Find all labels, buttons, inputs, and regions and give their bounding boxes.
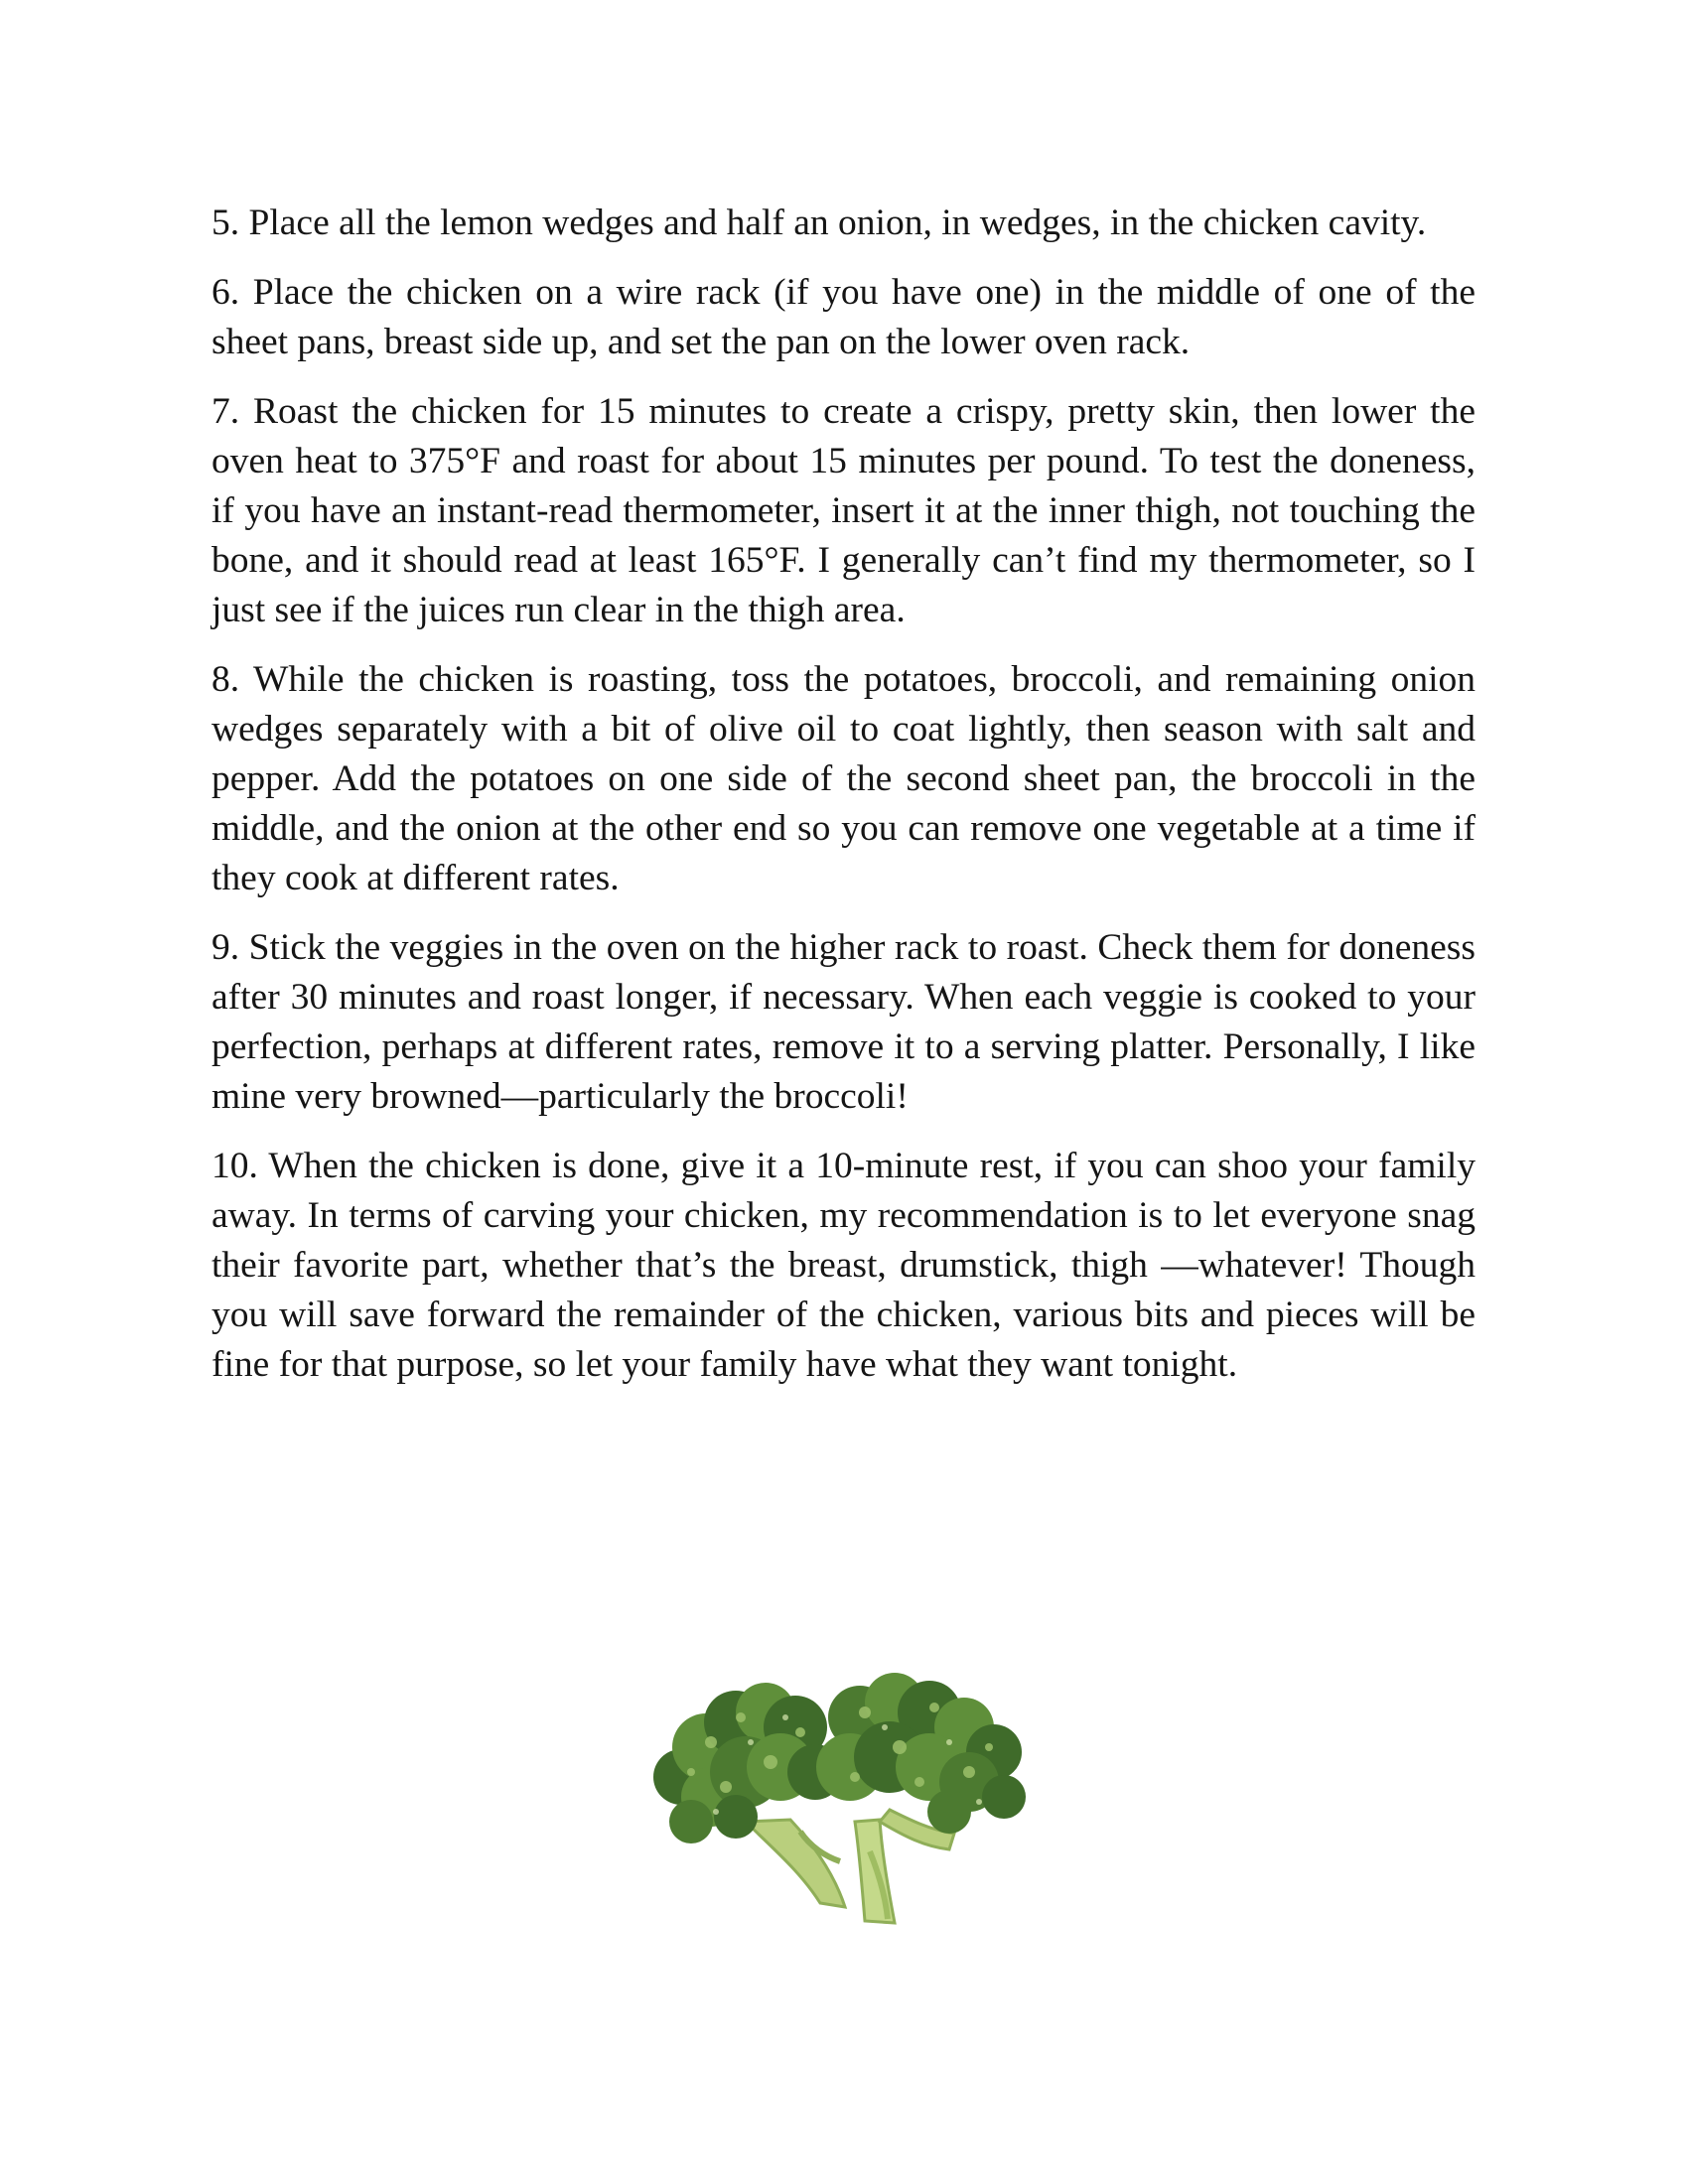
step-6: 6. Place the chicken on a wire rack (if you have one) in the middle of one of the sheet pans, breast side up, and set the pan on the lower oven rack. (211, 272, 1476, 362)
broccoli-drawing (651, 1673, 1035, 1936)
step-9: 9. Stick the veggies in the oven on the higher rack to roast. Check them for doneness after 30 minutes and roast longer, if necessary. When each veggie is cooked to your perfection, perhaps at different rates, remove it to a serving platter. Personally, I like mine very browned—particularly the broccoli! (211, 927, 1476, 1117)
recipe-steps (211, 199, 1476, 1410)
step-7: 7. Roast the chicken for 15 minutes to create a crispy, pretty skin, then lower the oven heat to 375°F and roast for about 15 minutes per pound. To test the doneness, if you have an instant-read thermometer, insert it at the inner thigh, not touching the bone, and it should read at least 165°F. I generally can’t find my thermometer, so I just see if the juices run clear in the thigh area. (211, 391, 1476, 630)
step-8: 8. While the chicken is roasting, toss the potatoes, broccoli, and remaining onion wedges separately with a bit of olive oil to coat lightly, then season with salt and pepper. Add the potatoes on one side of the second sheet pan, the broccoli in the middle, and the onion at the other end so you can remove one vegetable at a time if they cook at different rates. (211, 659, 1476, 898)
broccoli-illustration-icon (651, 1673, 1035, 1936)
step-5: 5. Place all the lemon wedges and half an onion, in wedges, in the chicken cavity. (211, 203, 1427, 243)
step-10: 10. When the chicken is done, give it a 10-minute rest, if you can shoo your family away. In terms of carving your chicken, my recommendation is to let everyone snag their favorite part, whether that’s the breast, drumstick, thigh —whatever! Though you will save forward the remainder of the chicken, various bits and pieces will be fine for that purpose, so let your family have what they want tonight. (211, 1146, 1476, 1385)
